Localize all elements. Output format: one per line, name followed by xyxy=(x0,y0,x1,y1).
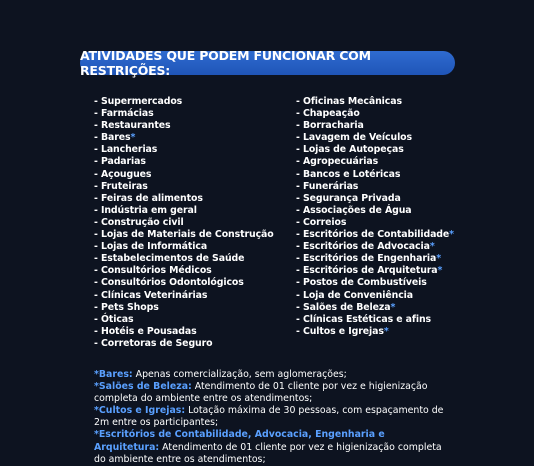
list-item-text: - Lojas de Autopeças xyxy=(296,144,404,156)
list-item xyxy=(94,156,274,168)
asterisk-marker: * xyxy=(449,229,454,241)
list-item xyxy=(94,290,274,302)
list-item xyxy=(94,314,274,326)
list-item xyxy=(296,314,454,326)
list-item xyxy=(296,96,454,108)
list-item xyxy=(296,241,454,253)
list-item-text: - Oficinas Mecânicas xyxy=(296,96,402,107)
list-item-text: - Indústria em geral xyxy=(94,204,197,216)
note-paragraph xyxy=(94,405,444,429)
list-item xyxy=(296,132,454,144)
note-text: Atendimento de 01 cliente por vez e higienização completa do ambiente entre os atendimentos; xyxy=(94,441,442,465)
list-item-text: - Correios xyxy=(296,216,347,228)
list-item-text: - Escritórios de Advocacia xyxy=(296,241,430,253)
note-text: Apenas comercialização, sem aglomerações; xyxy=(132,369,347,380)
asterisk-marker: * xyxy=(437,265,443,277)
list-item-text: - Construção civil xyxy=(94,216,184,228)
list-item xyxy=(296,302,454,314)
list-item xyxy=(296,120,454,132)
list-item xyxy=(94,253,274,265)
list-item xyxy=(94,229,274,241)
list-item-text: - Estabelecimentos de Saúde xyxy=(94,253,245,265)
note-label: *Bares: xyxy=(94,369,133,380)
list-item-text: - Consultórios Odontológicos xyxy=(94,277,244,289)
list-item-text: - Lancherias xyxy=(94,144,158,156)
list-item-text: - Bares xyxy=(94,132,131,144)
list-item xyxy=(296,229,454,241)
list-item-text: - Farmácias xyxy=(94,108,154,120)
list-item-text: - Hotéis e Pousadas xyxy=(94,325,197,337)
list-item xyxy=(296,326,454,338)
list-item-text: - Escritórios de Arquitetura xyxy=(296,265,438,277)
list-item xyxy=(94,302,274,314)
list-item-text: - Corretoras de Seguro xyxy=(94,337,213,349)
activities-list-left xyxy=(94,96,274,350)
list-item-text: - Pets Shops xyxy=(94,301,159,313)
activities-list-right xyxy=(296,96,454,338)
list-item xyxy=(94,241,274,253)
list-item xyxy=(94,144,274,156)
list-item-text: - Padarias xyxy=(94,156,146,168)
asterisk-marker: * xyxy=(383,325,389,337)
note-label: *Salões de Beleza: xyxy=(94,381,192,393)
list-item-text: - Salões de Beleza xyxy=(296,301,391,313)
list-item-text: - Supermercados xyxy=(94,96,183,107)
list-item-text: - Bancos e Lotéricas xyxy=(296,168,401,180)
list-item-text: - Lavagem de Veículos xyxy=(296,132,413,144)
note-label: *Escritórios de Contabilidade, Advocacia, Engenharia e Arquitetura: xyxy=(94,429,385,453)
list-item xyxy=(94,217,274,229)
list-item xyxy=(94,265,274,277)
list-item-text: - Açougues xyxy=(94,168,152,180)
list-item xyxy=(296,277,454,289)
list-item-text: - Lojas de Materiais de Construção xyxy=(94,229,274,241)
asterisk-marker: * xyxy=(436,253,442,265)
list-item-text: - Feiras de alimentos xyxy=(94,192,203,204)
list-item xyxy=(296,265,454,277)
page-title: ATIVIDADES QUE PODEM FUNCIONAR COM RESTRIÇÕES: xyxy=(80,48,371,78)
note-paragraph xyxy=(94,381,444,405)
list-item xyxy=(296,217,454,229)
list-item xyxy=(94,277,274,289)
list-item xyxy=(94,205,274,217)
list-item xyxy=(296,253,454,265)
list-item-text: - Agropecuárias xyxy=(296,156,379,168)
list-item xyxy=(296,290,454,302)
list-item xyxy=(94,338,274,350)
list-item xyxy=(296,156,454,168)
list-item-text: - Funerárias xyxy=(296,180,359,192)
list-item-text: - Lojas de Informática xyxy=(94,241,208,253)
asterisk-marker: * xyxy=(429,241,435,253)
list-item-text: - Associações de Água xyxy=(296,204,412,216)
list-item xyxy=(94,326,274,338)
asterisk-marker: * xyxy=(130,132,136,144)
note-label: *Cultos e Igrejas: xyxy=(94,405,186,417)
list-item xyxy=(94,108,274,120)
list-item xyxy=(94,96,274,108)
list-item-text: - Escritórios de Engenharia xyxy=(296,253,437,265)
list-item-text: - Restaurantes xyxy=(94,120,171,132)
list-item-text: - Chapeação xyxy=(296,108,360,120)
asterisk-marker: * xyxy=(390,301,396,313)
list-item-text: - Escritórios de Contabilidade xyxy=(296,229,450,241)
title-banner xyxy=(80,48,455,78)
list-item xyxy=(94,181,274,193)
list-item xyxy=(296,193,454,205)
list-item xyxy=(296,181,454,193)
list-item-text: - Postos de Combustíveis xyxy=(296,277,427,289)
list-item-text: - Loja de Conveniência xyxy=(296,289,413,301)
note-paragraph xyxy=(94,429,444,465)
list-item xyxy=(296,205,454,217)
list-item-text: - Segurança Privada xyxy=(296,192,401,204)
list-item xyxy=(296,108,454,120)
list-item xyxy=(296,169,454,181)
list-item-text: - Cultos e Igrejas xyxy=(296,325,384,337)
list-item xyxy=(94,120,274,132)
restriction-notes xyxy=(94,369,444,466)
list-item-text: - Borracharia xyxy=(296,120,364,132)
list-item-text: - Fruteiras xyxy=(94,180,148,192)
list-item xyxy=(296,144,454,156)
list-item-text: - Clínicas Estéticas e afins xyxy=(296,313,432,325)
list-item xyxy=(94,169,274,181)
note-text: Lotação máxima de 30 pessoas, com espaçamento de 2m entre os participantes; xyxy=(94,405,444,429)
list-item-text: - Óticas xyxy=(94,313,134,325)
list-item xyxy=(94,193,274,205)
list-item-text: - Consultórios Médicos xyxy=(94,265,212,277)
note-paragraph xyxy=(94,369,444,381)
list-item-text: - Clínicas Veterinárias xyxy=(94,289,208,301)
note-text: Atendimento de 01 cliente por vez e higienização completa do ambiente entre os atendimentos; xyxy=(94,381,428,405)
list-item xyxy=(94,132,274,144)
